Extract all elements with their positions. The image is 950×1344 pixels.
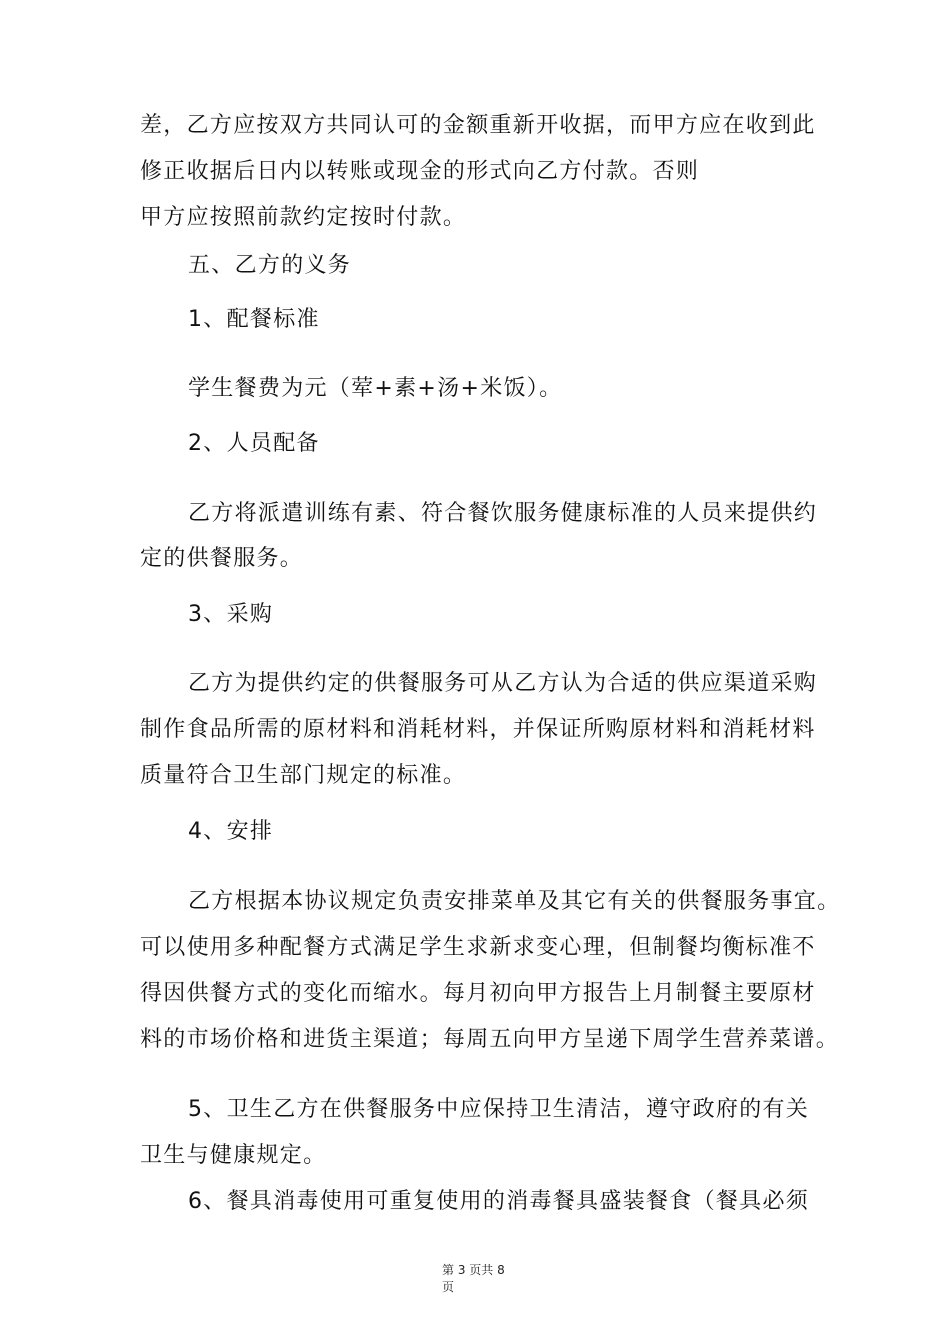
page-number-line2: 页 (442, 1280, 455, 1294)
subsection-heading: 1、配餐标准 (188, 307, 320, 332)
text-line: 修正收据后日内以转账或现金的形式向乙方付款。否则 (140, 159, 700, 184)
text-line: 乙方将派遣训练有素、符合餐饮服务健康标准的人员来提供约 (188, 501, 818, 526)
text-line: 质量符合卫生部门规定的标准。 (140, 763, 467, 788)
text-line: 得因供餐方式的变化而缩水。每月初向甲方报告上月制餐主要原材 (140, 981, 816, 1006)
text-line: 料的市场价格和进货主渠道；每周五向甲方呈递下周学生营养菜谱。 (140, 1027, 840, 1052)
page-number-line1: 第 3 页共 8 (442, 1263, 505, 1277)
subsection-heading: 3、采购 (188, 602, 274, 627)
text-line: 制作食品所需的原材料和消耗材料，并保证所购原材料和消耗材料 (140, 717, 816, 742)
section-heading: 五、乙方的义务 (188, 253, 352, 278)
text-line: 6、餐具消毒使用可重复使用的消毒餐具盛装餐食（餐具必须 (188, 1189, 810, 1214)
subsection-heading: 2、人员配备 (188, 431, 320, 456)
text-line: 卫生与健康规定。 (140, 1143, 327, 1168)
text-line: 乙方根据本协议规定负责安排菜单及其它有关的供餐服务事宜。 (188, 889, 841, 914)
text-line: 定的供餐服务。 (140, 546, 304, 571)
text-line: 可以使用多种配餐方式满足学生求新求变心理，但制餐均衡标准不 (140, 935, 816, 960)
text-line: 甲方应按照前款约定按时付款。 (140, 205, 467, 230)
subsection-heading: 4、安排 (188, 819, 274, 844)
text-line: 乙方为提供约定的供餐服务可从乙方认为合适的供应渠道采购 (188, 671, 818, 696)
text-line: 学生餐费为元（荤+素+汤+米饭）。 (188, 376, 563, 401)
text-line: 5、卫生乙方在供餐服务中应保持卫生清洁，遵守政府的有关 (188, 1097, 810, 1122)
text-line: 差，乙方应按双方共同认可的金额重新开收据，而甲方应在收到此 (140, 113, 816, 138)
